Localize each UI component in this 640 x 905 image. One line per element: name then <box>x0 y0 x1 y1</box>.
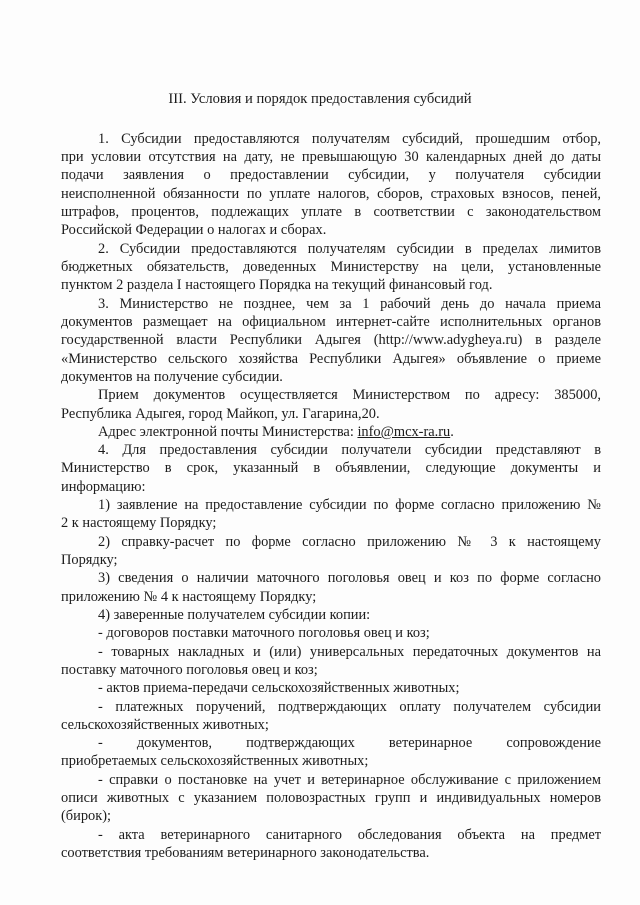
text-line: приобретаемых сельскохозяйственных животных; <box>61 753 369 769</box>
text-line: приложению № 4 к настоящему Порядку; <box>61 589 317 605</box>
text-line: - платежных поручений, подтверждающих оплату получателем субсидии <box>98 699 601 715</box>
text-line: сельскохозяйственных животных; <box>61 717 269 733</box>
text-line: - договоров поставки маточного поголовья овец и коз; <box>98 625 430 641</box>
section-heading: III. Условия и порядок предоставления субсидий <box>168 91 472 107</box>
text-line: - товарных накладных и (или) универсальных передаточных документов на <box>98 644 601 660</box>
text-line: соответствия требованиям ветеринарного законодательства. <box>61 845 430 861</box>
text-line: - акта ветеринарного санитарного обследования объекта на предмет <box>98 827 601 843</box>
text-line: пунктом 2 раздела I настоящего Порядка на текущий финансовый год. <box>61 277 493 293</box>
text-line: Порядку; <box>61 552 118 568</box>
text-line: (бирок); <box>61 808 111 824</box>
text-line: штрафов, процентов, подлежащих уплате в соответствии с законодательством <box>61 204 601 220</box>
text-line: государственной власти Республики Адыгея (http://www.adygheya.ru) в разделе <box>61 332 601 348</box>
text-line: документов на получение субсидии. <box>61 369 283 385</box>
text-line: 4. Для предоставления субсидии получатели субсидии представляют в <box>98 442 601 458</box>
email-line <box>98 424 454 441</box>
text-line: описи животных с указанием половозрастных групп и индивидуальных номеров <box>61 790 601 806</box>
text-line: 3) сведения о наличии маточного поголовья овец и коз по форме согласно <box>98 570 601 586</box>
text-line: 1) заявление на предоставление субсидии по форме согласно приложению № <box>98 497 601 513</box>
text-line: Республика Адыгея, город Майкоп, ул. Гагарина,20. <box>61 406 380 422</box>
text-line: - справки о постановке на учет и ветеринарное обслуживание с приложением <box>98 772 601 788</box>
text-line: 2. Субсидии предоставляются получателям субсидии в пределах лимитов <box>98 241 601 257</box>
email-period: . <box>450 424 454 440</box>
text-line: 1. Субсидии предоставляются получателям субсидий, прошедшим отбор, <box>98 131 601 147</box>
text-line: «Министерство сельского хозяйства Республики Адыгея» объявление о приеме <box>61 351 601 367</box>
text-line: 4) заверенные получателем субсидии копии: <box>98 607 371 623</box>
text-line: Министерство в срок, указанный в объявлении, следующие документы и <box>61 460 601 476</box>
text-line: - документов, подтверждающих ветеринарное сопровождение <box>98 735 601 751</box>
text-line: информацию: <box>61 479 146 495</box>
text-line: при условии отсутствия на дату, не превышающую 30 календарных дней до даты <box>61 149 601 165</box>
text-line: 2 к настоящему Порядку; <box>61 515 217 531</box>
text-line: бюджетных обязательств, доведенных Министерству на цели, установленные <box>61 259 601 275</box>
text-line: - актов приема-передачи сельскохозяйственных животных; <box>98 680 460 696</box>
text-line: поставку маточного поголовья овец и коз; <box>61 662 318 678</box>
text-line: 3. Министерство не позднее, чем за 1 рабочий день до начала приема <box>98 296 601 312</box>
email-link[interactable]: info@mcx-ra.ru <box>357 424 451 440</box>
text-line: документов размещает на официальном интернет-сайте исполнительных органов <box>61 314 601 330</box>
text-line: Прием документов осуществляется Министерством по адресу: 385000, <box>98 387 601 403</box>
text-line: подачи заявления о предоставлении субсидии, у получателя субсидии <box>61 167 601 183</box>
text-line: Российской Федерации о налогах и сборах. <box>61 222 327 238</box>
text-line: 2) справку-расчет по форме согласно приложению № 3 к настоящему <box>98 534 601 550</box>
email-label: Адрес электронной почты Министерства: <box>98 424 354 440</box>
text-line: неисполненной обязанности по уплате налогов, сборов, страховых взносов, пеней, <box>61 186 601 202</box>
